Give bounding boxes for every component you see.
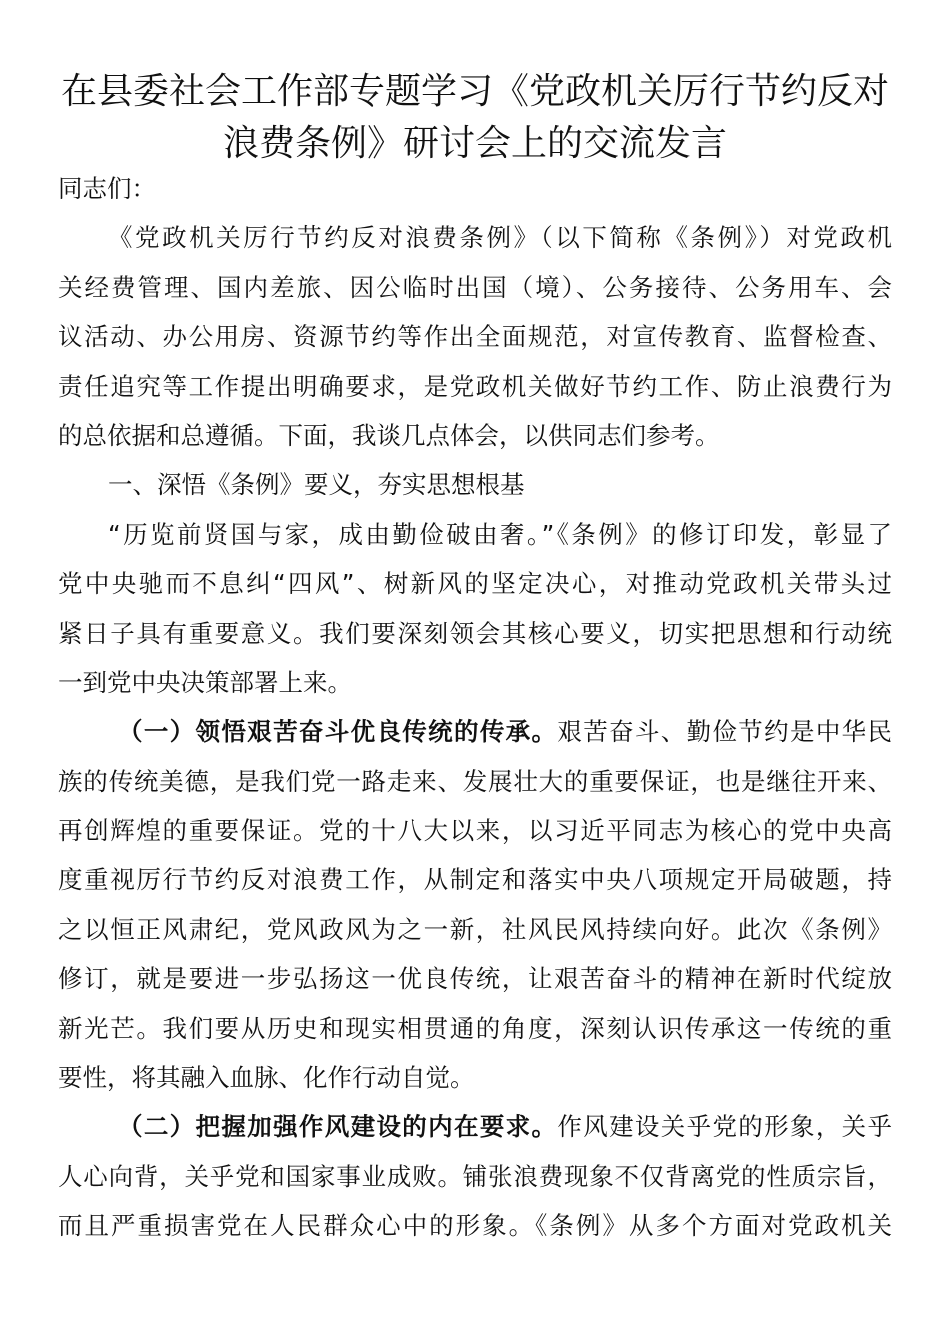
document-body xyxy=(58,164,892,1251)
section-heading-1: 一、深悟《条例》要义，夯实思想根基 xyxy=(108,470,525,500)
title-line-1: 在县委社会工作部专题学习《党政机关厉行节约反对 xyxy=(60,71,889,112)
subheading-2: （二）把握加强作风建设的内在要求。 xyxy=(118,1112,558,1142)
salutation: 同志们： xyxy=(58,174,156,203)
paragraph-3-line-1 xyxy=(58,707,892,756)
paragraph-2-line-1: “历览前贤国与家，成由勤俭破由奢。”《条例》的修订印发，彰显了 xyxy=(108,519,892,549)
paragraph-3-first-text: 艰苦奋斗、勤俭节约是中华民 xyxy=(557,717,893,747)
document-title xyxy=(40,66,910,170)
paragraph-3-line-3: 再创辉煌的重要保证。党的十八大以来，以习近平同志为核心的党中央高 xyxy=(58,816,892,846)
paragraph-3-line-4: 度重视厉行节约反对浪费工作，从制定和落实中央八项规定开局破题，持 xyxy=(58,865,892,895)
paragraph-2-line-2: 党中央驰而不息纠“四风”、树新风的坚定决心，对推动党政机关带头过 xyxy=(58,569,892,599)
paragraph-2-line-4: 一到党中央决策部署上来。 xyxy=(58,667,352,697)
paragraph-3-line-5: 之以恒正风肃纪，党风政风为之一新，社风民风持续向好。此次《条例》 xyxy=(58,914,892,944)
paragraph-1-line-4: 责任追究等工作提出明确要求，是党政机关做好节约工作、防止浪费行为 xyxy=(58,371,892,401)
paragraph-1-line-2: 关经费管理、国内差旅、因公临时出国（境）、公务接待、公务用车、会 xyxy=(58,272,892,302)
paragraph-3-line-6: 修订，就是要进一步弘扬这一优良传统，让艰苦奋斗的精神在新时代绽放 xyxy=(58,964,892,994)
paragraph-4-line-2: 人心向背，关乎党和国家事业成败。铺张浪费现象不仅背离党的性质宗旨， xyxy=(58,1161,892,1191)
paragraph-1-line-5: 的总依据和总遵循。下面，我谈几点体会，以供同志们参考。 xyxy=(58,420,720,450)
paragraph-1-line-1: 《党政机关厉行节约反对浪费条例》（以下简称《条例》）对党政机 xyxy=(108,223,892,253)
paragraph-1-line-3: 议活动、办公用房、资源节约等作出全面规范，对宣传教育、监督检查、 xyxy=(58,322,892,352)
subheading-1: （一）领悟艰苦奋斗优良传统的传承。 xyxy=(118,717,558,747)
paragraph-4-line-1 xyxy=(58,1102,892,1151)
paragraph-3-line-8: 要性，将其融入血脉、化作行动自觉。 xyxy=(58,1063,475,1093)
paragraph-3-line-7: 新光芒。我们要从历史和现实相贯通的角度，深刻认识传承这一传统的重 xyxy=(58,1013,892,1043)
title-line-2: 浪费条例》研讨会上的交流发言 xyxy=(222,123,727,164)
paragraph-3-line-2: 族的传统美德，是我们党一路走来、发展壮大的重要保证，也是继往开来、 xyxy=(58,766,892,796)
paragraph-2-line-3: 紧日子具有重要意义。我们要深刻领会其核心要义，切实把思想和行动统 xyxy=(58,618,892,648)
paragraph-4-first-text: 作风建设关乎党的形象，关乎 xyxy=(557,1112,893,1142)
paragraph-4-line-3: 而且严重损害党在人民群众心中的形象。《条例》从多个方面对党政机关 xyxy=(58,1211,892,1241)
